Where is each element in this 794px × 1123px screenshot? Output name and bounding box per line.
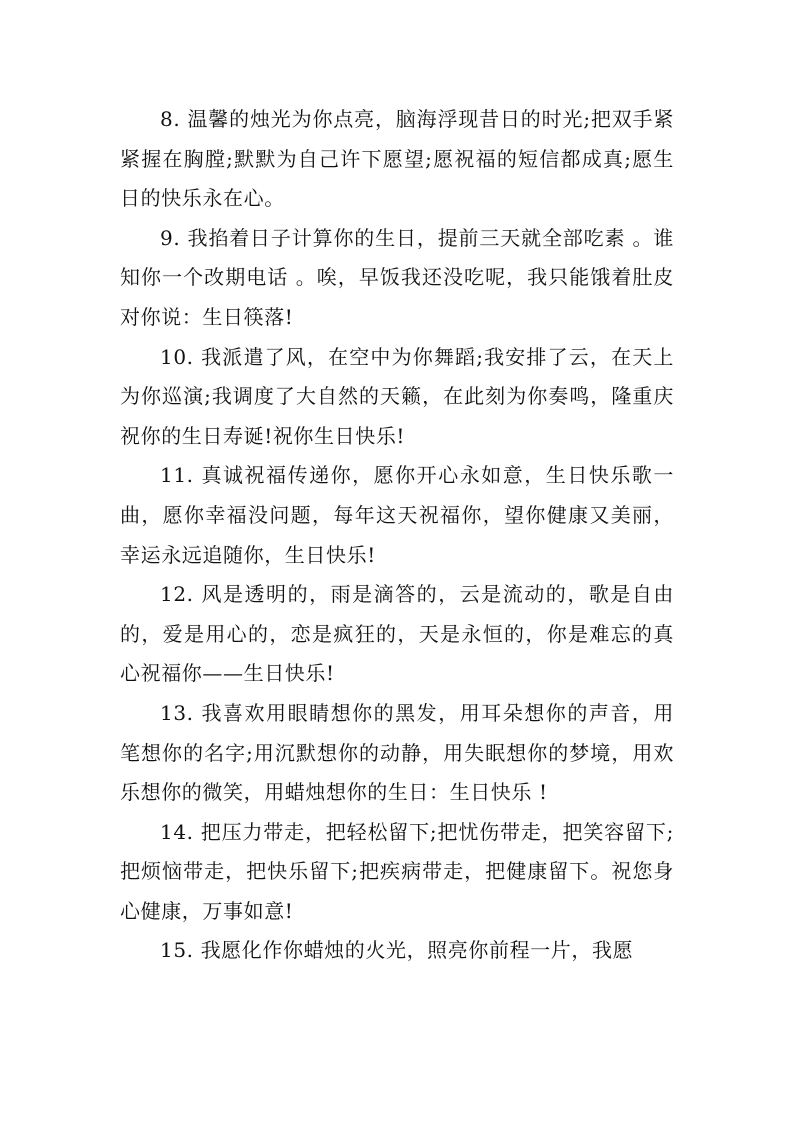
paragraph-9: 9. 我掐着日子计算你的生日，提前三天就全部吃素 。谁知你一个改期电话 。唉，早饭我还没吃呢，我只能饿着肚皮对你说：生日筷落!	[120, 225, 674, 329]
paragraph-13: 13. 我喜欢用眼睛想你的黑发，用耳朵想你的声音，用笔想你的名字;用沉默想你的动静，用失眠想你的梦境，用欢乐想你的微笑，用蜡烛想你的生日：生日快乐 !	[120, 700, 674, 805]
paragraph-15: 15. 我愿化作你蜡烛的火光，照亮你前程一片，我愿	[160, 938, 634, 963]
paragraph-12: 12. 风是透明的，雨是滴答的，云是流动的，歌是自由的，爱是用心的，恋是疯狂的，天是永恒的，你是难忘的真心祝福你——生日快乐!	[120, 582, 674, 686]
document-body	[120, 100, 674, 971]
paragraph-14: 14. 把压力带走，把轻松留下;把忧伤带走，把笑容留下;把烦恼带走，把快乐留下;把疾病带走，把健康留下。祝您身心健康，万事如意!	[120, 819, 674, 923]
paragraph-8: 8. 温馨的烛光为你点亮，脑海浮现昔日的时光;把双手紧紧握在胸膛;默默为自己许下愿望;愿祝福的短信都成真;愿生日的快乐永在心。	[120, 107, 674, 211]
paragraph-10: 10. 我派遣了风，在空中为你舞蹈;我安排了云，在天上为你巡演;我调度了大自然的天籁，在此刻为你奏鸣，隆重庆祝你的生日寿诞!祝你生日快乐!	[120, 344, 674, 448]
paragraph-11: 11. 真诚祝福传递你，愿你开心永如意，生日快乐歌一曲，愿你幸福没问题，每年这天祝福你，望你健康又美丽，幸运永远追随你，生日快乐!	[120, 463, 674, 567]
